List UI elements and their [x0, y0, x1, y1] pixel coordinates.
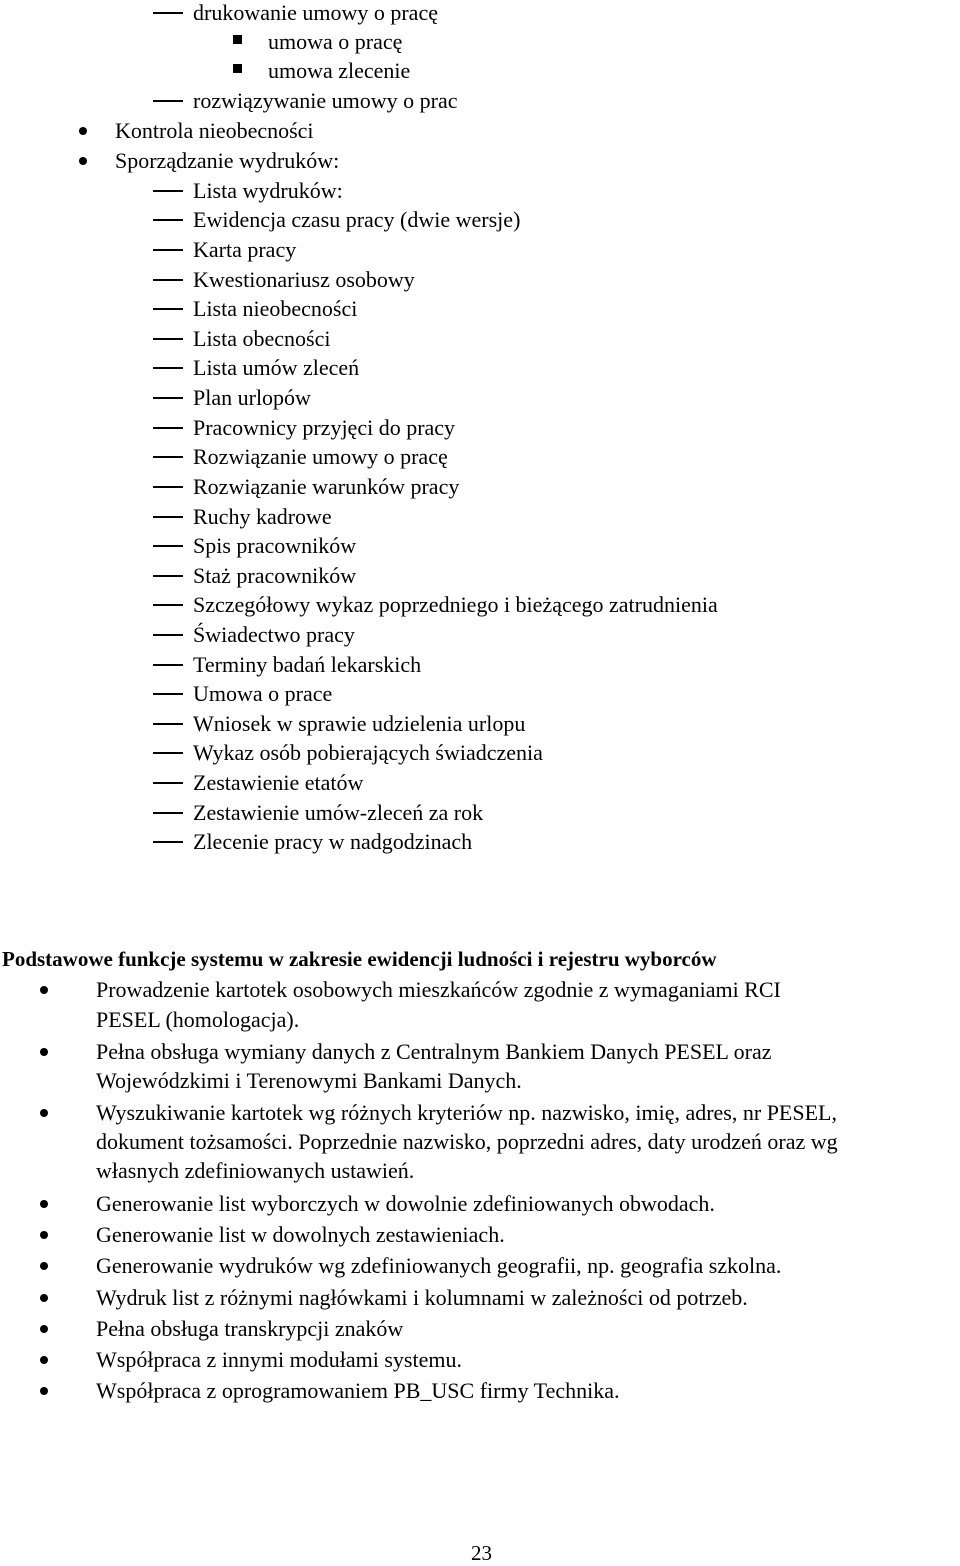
page-number: 23: [471, 1541, 492, 1565]
dash-marker: [153, 841, 183, 843]
dash-marker: [153, 575, 183, 577]
square-bullet: [233, 35, 242, 44]
list-item: umowa o pracę: [268, 29, 403, 54]
round-bullet: [40, 986, 48, 994]
list-item: Terminy badań lekarskich: [193, 652, 422, 677]
section-heading: Podstawowe funkcje systemu w zakresie ewidencji ludności i rejestru wyborców: [2, 947, 717, 971]
round-bullet: [40, 1325, 48, 1333]
dash-marker: [153, 664, 183, 666]
dash-marker: [153, 219, 183, 221]
dash-marker: [153, 190, 183, 192]
round-bullet: [40, 1387, 48, 1395]
dash-marker: [153, 516, 183, 518]
round-bullet: [40, 1262, 48, 1270]
list-item: Lista umów zleceń: [193, 355, 360, 380]
square-bullet: [233, 64, 242, 73]
list-item: drukowanie umowy o pracę: [193, 0, 438, 25]
list-item: Umowa o prace: [193, 681, 333, 706]
list-item: Plan urlopów: [193, 385, 311, 410]
list-item-line: Generowanie wydruków wg zdefiniowanych geografii, np. geografia szkolna.: [96, 1253, 782, 1278]
list-item: Sporządzanie wydruków:: [115, 148, 340, 173]
list-item: Ewidencja czasu pracy (dwie wersje): [193, 207, 521, 232]
dash-marker: [153, 279, 183, 281]
list-item-line: Generowanie list w dowolnych zestawieniach.: [96, 1222, 505, 1247]
list-item: Lista nieobecności: [193, 296, 358, 321]
list-item: Szczegółowy wykaz poprzedniego i bieżącego zatrudnienia: [193, 592, 718, 617]
list-item: Lista obecności: [193, 326, 331, 351]
round-bullet: [40, 1109, 48, 1117]
dash-marker: [153, 397, 183, 399]
list-item: Ruchy kadrowe: [193, 504, 332, 529]
list-item: Zestawienie etatów: [193, 770, 364, 795]
list-item-line: Pełna obsługa wymiany danych z Centralnym Bankiem Danych PESEL oraz: [96, 1039, 772, 1064]
dash-marker: [153, 545, 183, 547]
list-item: Rozwiązanie umowy o pracę: [193, 444, 448, 469]
list-item-line: Pełna obsługa transkrypcji znaków: [96, 1316, 404, 1341]
round-bullet: [40, 1200, 48, 1208]
list-item-line: własnych zdefiniowanych ustawień.: [96, 1158, 415, 1183]
round-bullet: [40, 1048, 48, 1056]
dash-marker: [153, 12, 183, 14]
dash-marker: [153, 338, 183, 340]
round-bullet: [40, 1356, 48, 1364]
list-item: Wniosek w sprawie udzielenia urlopu: [193, 711, 526, 736]
list-item: Lista wydruków:: [193, 178, 343, 203]
list-item: Kwestionariusz osobowy: [193, 267, 415, 292]
round-bullet: [79, 127, 87, 135]
dash-marker: [153, 308, 183, 310]
dash-marker: [153, 100, 183, 102]
dash-marker: [153, 693, 183, 695]
list-item-line: dokument tożsamości. Poprzednie nazwisko, poprzedni adres, daty urodzeń oraz wg: [96, 1129, 838, 1154]
list-item-line: Generowanie list wyborczych w dowolnie zdefiniowanych obwodach.: [96, 1191, 715, 1216]
list-item-line: Wojewódzkimi i Terenowymi Bankami Danych.: [96, 1068, 522, 1093]
dash-marker: [153, 456, 183, 458]
dash-marker: [153, 723, 183, 725]
list-item: Rozwiązanie warunków pracy: [193, 474, 460, 499]
dash-marker: [153, 427, 183, 429]
round-bullet: [40, 1294, 48, 1302]
round-bullet: [40, 1231, 48, 1239]
list-item-line: Współpraca z innymi modułami systemu.: [96, 1347, 462, 1372]
dash-marker: [153, 249, 183, 251]
list-item: Świadectwo pracy: [193, 622, 355, 647]
dash-marker: [153, 752, 183, 754]
list-item-line: Wyszukiwanie kartotek wg różnych kryteriów np. nazwisko, imię, adres, nr PESEL,: [96, 1100, 837, 1125]
list-item: Karta pracy: [193, 237, 297, 262]
list-item: Staż pracowników: [193, 563, 357, 588]
list-item: Zestawienie umów-zleceń za rok: [193, 800, 484, 825]
list-item-line: Współpraca z oprogramowaniem PB_USC firmy Technika.: [96, 1378, 620, 1403]
list-item: Pracownicy przyjęci do pracy: [193, 415, 456, 440]
dash-marker: [153, 634, 183, 636]
dash-marker: [153, 812, 183, 814]
dash-marker: [153, 367, 183, 369]
list-item-line: PESEL (homologacja).: [96, 1007, 300, 1032]
dash-marker: [153, 604, 183, 606]
list-item: umowa zlecenie: [268, 58, 411, 83]
round-bullet: [79, 157, 87, 165]
list-item-line: Prowadzenie kartotek osobowych mieszkańców zgodnie z wymaganiami RCI: [96, 977, 781, 1002]
list-item: Spis pracowników: [193, 533, 357, 558]
list-item: rozwiązywanie umowy o prac: [193, 88, 458, 113]
list-item: Kontrola nieobecności: [115, 118, 314, 143]
list-item: Zlecenie pracy w nadgodzinach: [193, 829, 473, 854]
list-item: Wykaz osób pobierających świadczenia: [193, 740, 543, 765]
dash-marker: [153, 486, 183, 488]
dash-marker: [153, 782, 183, 784]
list-item-line: Wydruk list z różnymi nagłówkami i kolumnami w zależności od potrzeb.: [96, 1285, 748, 1310]
